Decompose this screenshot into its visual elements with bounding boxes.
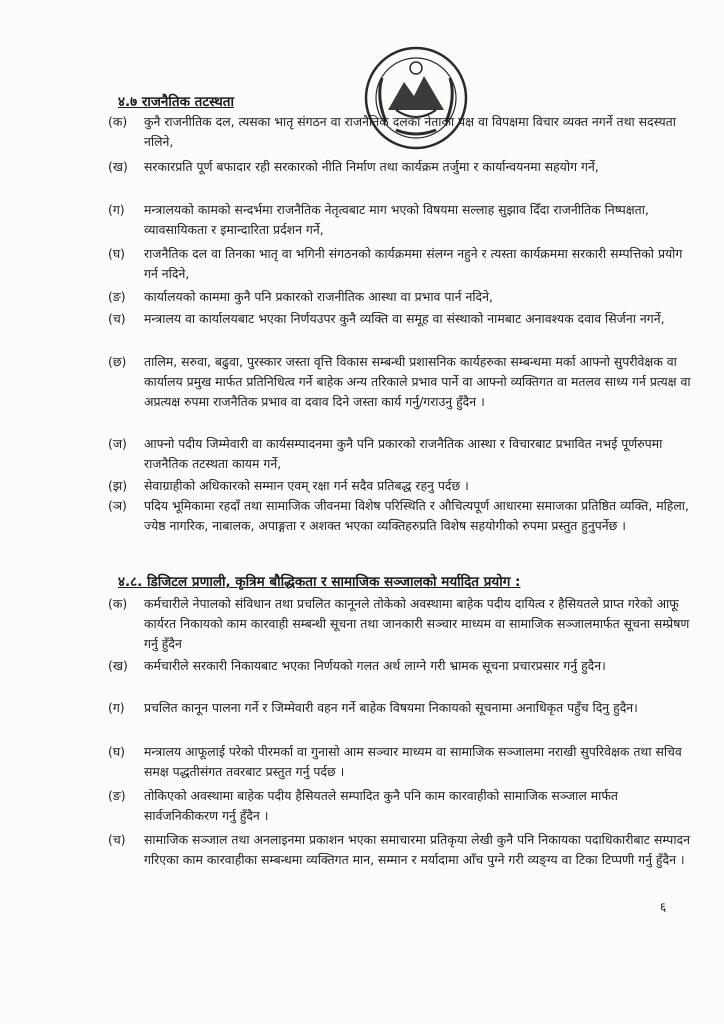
item-marker: (ङ) [108, 788, 126, 803]
item-text: मन्त्रालयको कामको सन्दर्भमा राजनैतिक नेतृत्वबाट माग भएको विषयमा सल्लाह सुझाव दिँदा राजनीतिक निष्पक्षता, व्यावसायिकता र इमान्दारिता प्रर्दशन गर्ने, [144, 202, 649, 237]
item-text: सरकारप्रति पूर्ण बफादार रही सरकारको नीति निर्माण तथा कार्यक्रम तर्जुमा र कार्यान्वयनमा सहयोग गर्ने, [144, 159, 599, 174]
list-item [108, 742, 693, 782]
list-item [108, 594, 693, 654]
item-text: तोकिएको अवस्थामा बाहेक पदीय हैसियतले सम्पादित कुनै पनि काम कारवाहीको सामाजिक सञ्जाल मार्फत सार्वजनिकीकरण गर्नु हुँदैन । [144, 788, 618, 823]
list-item [108, 244, 693, 284]
item-text: आफ्नो पदीय जिम्मेवारी वा कार्यसम्पादनमा कुनै पनि प्रकारको राजनैतिक आस्था र विचारबाट प्रभावित नभई पूर्णरुपमा राजनैतिक तटस्थता कायम गर्ने, [144, 436, 663, 471]
item-text: तालिम, सरुवा, बढुवा, पुरस्कार जस्ता वृत्ति विकास सम्बन्धी प्रशासनिक कार्यहरुका सम्बन्धमा मर्का आफ्नो सुपरीवेक्षक वा कार्यालय प्रमुख मार्फत प्रतिनिधित्व गर्ने बाहेक अन्य तरिकाले प्रभाव पार्ने वा आफ्नो व्यक्तिगत वा मतलव साध्य गर्न प्रत्यक्ष वा अप्रत्यक्ष रुपमा राजनैतिक प्रभाव वा दवाव दिने जस्ता कार्य गर्नु/गराउनु हुँदैन । [144, 354, 691, 409]
item-marker: (घ) [108, 246, 125, 261]
list-item [108, 698, 693, 718]
section-title-political-neutrality: ४.७ राजनैतिक तटस्थता [118, 94, 234, 110]
list-item [108, 200, 693, 240]
section-title-digital-systems: ४.८. डिजिटल प्रणाली, कृत्रिम बौद्धिकता र सामाजिक सञ्जालको मर्यादित प्रयोग : [118, 574, 521, 590]
item-marker: (ङ) [108, 289, 126, 304]
page-number: ६ [660, 900, 667, 914]
item-marker: (क) [108, 114, 128, 129]
item-text: राजनैतिक दल वा तिनका भातृ वा भगिनी संगठनको कार्यक्रममा संलग्न नहुने र त्यस्ता कार्यक्रममा सरकारी सम्पत्तिको प्रयोग गर्न नदिने, [144, 246, 683, 281]
item-marker: (ञ) [108, 498, 127, 513]
item-marker: (ख) [108, 159, 128, 174]
item-marker: (च) [108, 311, 126, 326]
item-marker: (झ) [108, 478, 128, 493]
item-text: मन्त्रालय वा कार्यालयबाट भएका निर्णयउपर कुनै व्यक्ति वा समूह वा संस्थाको नामबाट अनावश्यक दवाव सिर्जना नगर्ने, [144, 311, 665, 326]
item-marker: (क) [108, 596, 128, 611]
list-item [108, 309, 693, 329]
list-item [108, 496, 693, 536]
item-marker: (ग) [108, 202, 125, 217]
list-item [108, 830, 693, 870]
item-text: सामाजिक सञ्जाल तथा अनलाइनमा प्रकाशन भएका समाचारमा प्रतिकृया लेखी कुनै पनि निकायका पदाधिकारीबाट सम्पादन गरिएका काम कारवाहीका सम्बन्धमा व्यक्तिगत मान, सम्मान र मर्यादामा आँच पुग्ने गरी व्यङ्ग्य वा टिका टिप्पणी गर्नु हुँदैन । [144, 832, 690, 867]
item-text: कर्मचारीले सरकारी निकायबाट भएका निर्णयको गलत अर्थ लाग्ने गरी भ्रामक सूचना प्रचारप्रसार गर्नु हुदैन। [144, 658, 606, 673]
item-marker: (घ) [108, 744, 125, 759]
item-marker: (च) [108, 832, 126, 847]
item-text: सेवाग्राहीको अधिकारको सम्मान एवम् रक्षा गर्न सदैव प्रतिबद्ध रहनु पर्दछ । [144, 478, 469, 493]
list-item [108, 656, 693, 676]
list-item [108, 434, 693, 474]
item-marker: (ग) [108, 700, 125, 715]
list-item [108, 157, 693, 177]
item-marker: (ख) [108, 658, 128, 673]
list-item [108, 112, 693, 152]
list-item [108, 476, 693, 496]
item-marker: (ज) [108, 436, 127, 451]
item-text: मन्त्रालय आफूलाई परेको पीरमर्का वा गुनासो आम सञ्चार माध्यम वा सामाजिक सञ्जालमा नराखी सुपरिवेक्षक तथा सचिव समक्ष पद्धतीसंगत तवरबाट प्रस्तुत गर्नु पर्दछ । [144, 744, 682, 779]
item-text: प्रचलित कानून पालना गर्ने र जिम्मेवारी वहन गर्ने बाहेक विषयमा निकायको सूचनामा अनाधिकृत पहुँच दिनु हुदैन। [144, 700, 638, 715]
item-text: पदिय भूमिकामा रहदाँ तथा सामाजिक जीवनमा विशेष परिस्थिति र औचित्यपूर्ण आधारमा समाजका प्रतिष्ठित व्यक्ति, महिला, ज्येष्ठ नागरिक, नाबालक, अपाङ्गता र अशक्त भएका व्यक्तिहरुप्रति विशेष सहयोगीको रुपमा प्रस्तुत हुनुपर्नेछ । [144, 498, 689, 533]
item-text: कार्यालयको काममा कुनै पनि प्रकारको राजनीतिक आस्था वा प्रभाव पार्न नदिने, [144, 289, 493, 304]
list-item [108, 352, 693, 412]
item-text: कुनै राजनीतिक दल, त्यसका भातृ संगठन वा राजनैतिक दलका नेताका पक्ष वा विपक्षमा विचार व्यक्त नगर्ने तथा सदस्यता नलिने, [144, 114, 676, 149]
item-text: कर्मचारीले नेपालको संविधान तथा प्रचलित कानूनले तोकेको अवस्थामा बाहेक पदीय दायित्व र हैसियतले प्राप्त गरेको आफू कार्यरत निकायको काम कारवाही सम्बन्धी सूचना तथा जानकारी सञ्चार माध्यम वा सामाजिक सञ्जालमार्फत सूचना सम्प्रेषण गर्नु हुँदैन [144, 596, 690, 651]
list-item [108, 786, 693, 826]
list-item [108, 287, 693, 307]
item-marker: (छ) [108, 354, 127, 369]
